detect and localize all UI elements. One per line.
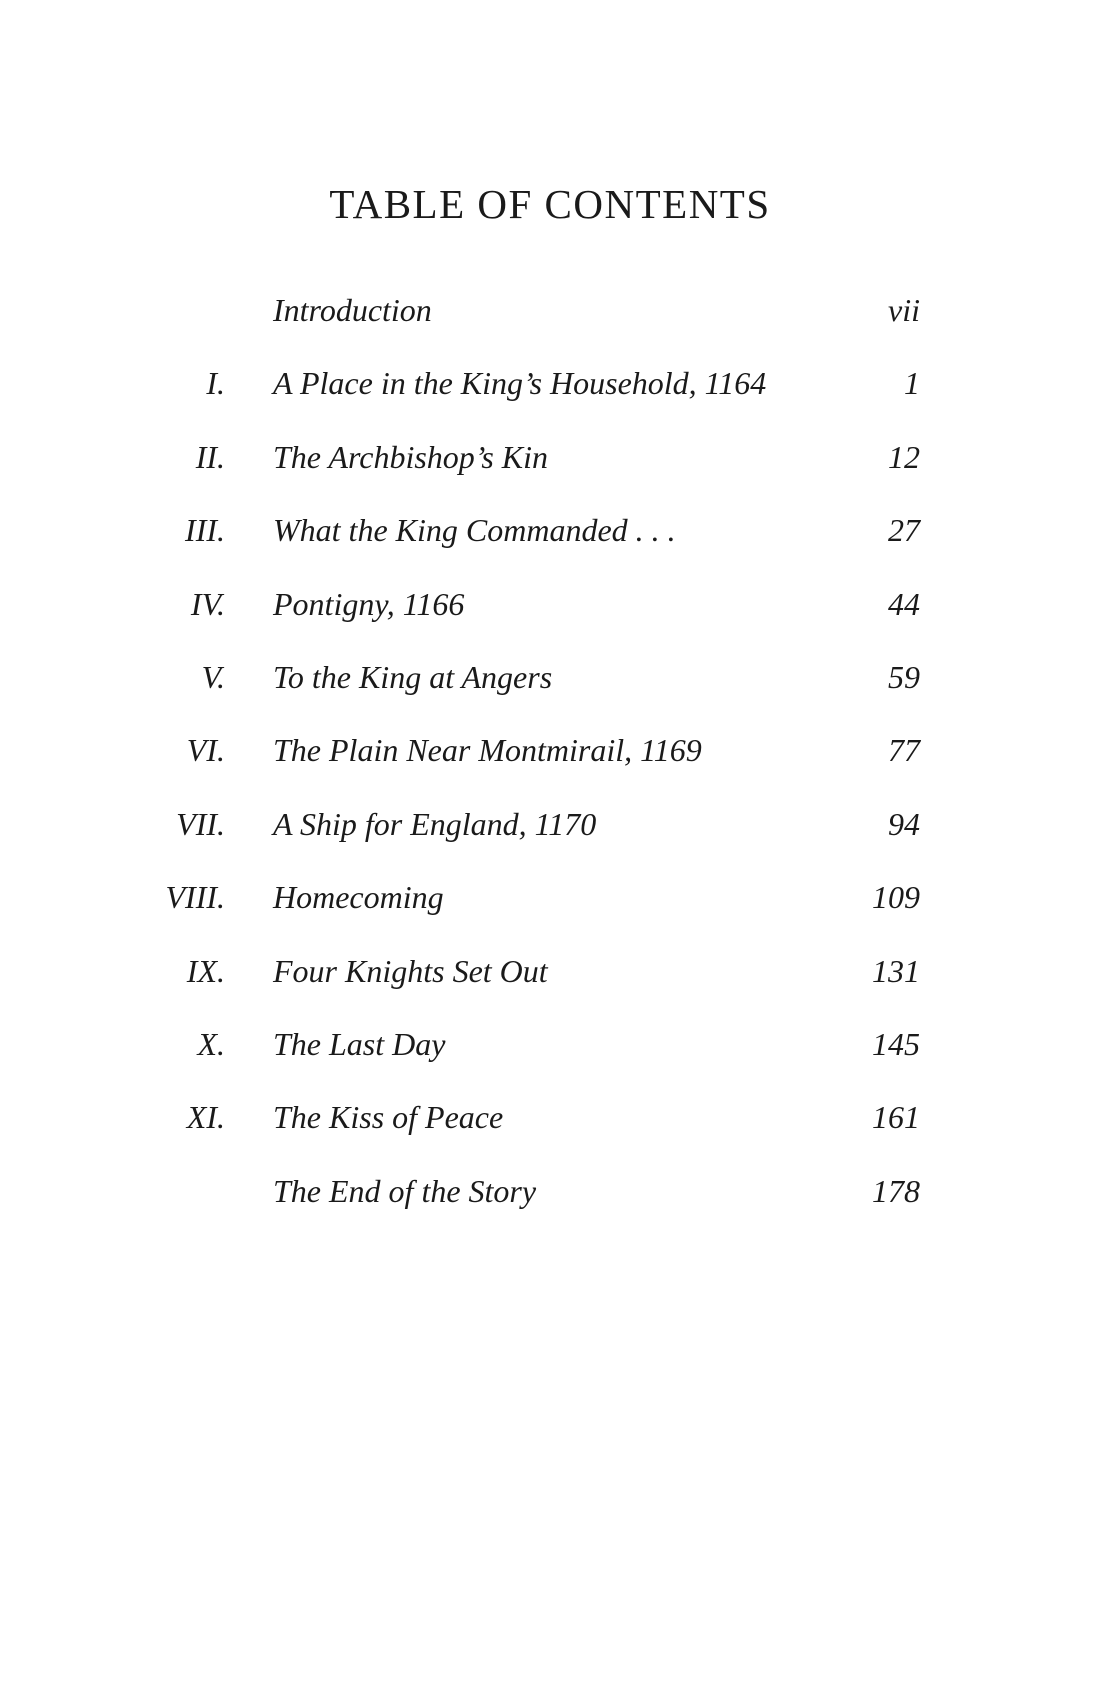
page-number: 178 — [872, 1172, 920, 1209]
toc-list — [0, 292, 1100, 1246]
page-title: TABLE OF CONTENTS — [329, 181, 771, 227]
page-number: vii — [888, 292, 920, 328]
chapter-number: V. — [201, 658, 225, 695]
chapter-number: IX. — [186, 952, 225, 989]
page-number: 77 — [888, 732, 920, 769]
chapter-title: A Place in the King’s Household, 1164 — [273, 365, 767, 402]
toc-entry-chapter-10 — [0, 1026, 1100, 1099]
page-number: 109 — [872, 879, 920, 916]
page-number: 59 — [888, 658, 920, 695]
page-number: 1 — [904, 365, 920, 402]
toc-entry-chapter-4 — [0, 586, 1100, 659]
page-number: 161 — [872, 1099, 920, 1136]
chapter-number: VII. — [176, 805, 225, 842]
chapter-number: VI. — [186, 732, 225, 769]
chapter-title: Four Knights Set Out — [273, 952, 548, 989]
chapter-number: II. — [195, 438, 225, 475]
toc-entry-chapter-2 — [0, 439, 1100, 512]
chapter-number: XI. — [186, 1099, 225, 1136]
page-number: 27 — [888, 512, 920, 549]
chapter-title: What the King Commanded . . . — [273, 512, 676, 549]
chapter-title: Introduction — [273, 292, 432, 328]
chapter-title: To the King at Angers — [273, 658, 553, 695]
chapter-number: III. — [185, 512, 225, 549]
toc-entry-epilogue — [0, 1173, 1100, 1246]
chapter-title: The Kiss of Peace — [273, 1099, 504, 1136]
chapter-number: I. — [206, 365, 225, 402]
page-number: 145 — [872, 1025, 920, 1062]
toc-entry-chapter-7 — [0, 806, 1100, 879]
chapter-number: X. — [197, 1025, 225, 1062]
chapter-title: The Archbishop’s Kin — [273, 438, 548, 475]
chapter-title: The Plain Near Montmirail, 1169 — [273, 732, 702, 769]
page-number: 131 — [872, 952, 920, 989]
page-number: 94 — [888, 805, 920, 842]
toc-entry-chapter-6 — [0, 732, 1100, 805]
chapter-number: IV. — [190, 585, 225, 622]
chapter-title: A Ship for England, 1170 — [273, 805, 597, 842]
chapter-title: Homecoming — [273, 879, 444, 916]
chapter-title: The End of the Story — [273, 1172, 537, 1209]
page-number: 12 — [888, 438, 920, 475]
toc-entry-chapter-8 — [0, 879, 1100, 952]
chapter-number: VIII. — [165, 879, 225, 916]
chapter-title: Pontigny, 1166 — [273, 585, 465, 622]
chapter-title: The Last Day — [273, 1025, 446, 1062]
toc-entry-chapter-3 — [0, 512, 1100, 585]
toc-entry-chapter-1 — [0, 365, 1100, 438]
toc-entry-introduction — [0, 292, 1100, 365]
toc-entry-chapter-9 — [0, 953, 1100, 1026]
toc-entry-chapter-5 — [0, 659, 1100, 732]
toc-entry-chapter-11 — [0, 1099, 1100, 1172]
page-number: 44 — [888, 585, 920, 622]
